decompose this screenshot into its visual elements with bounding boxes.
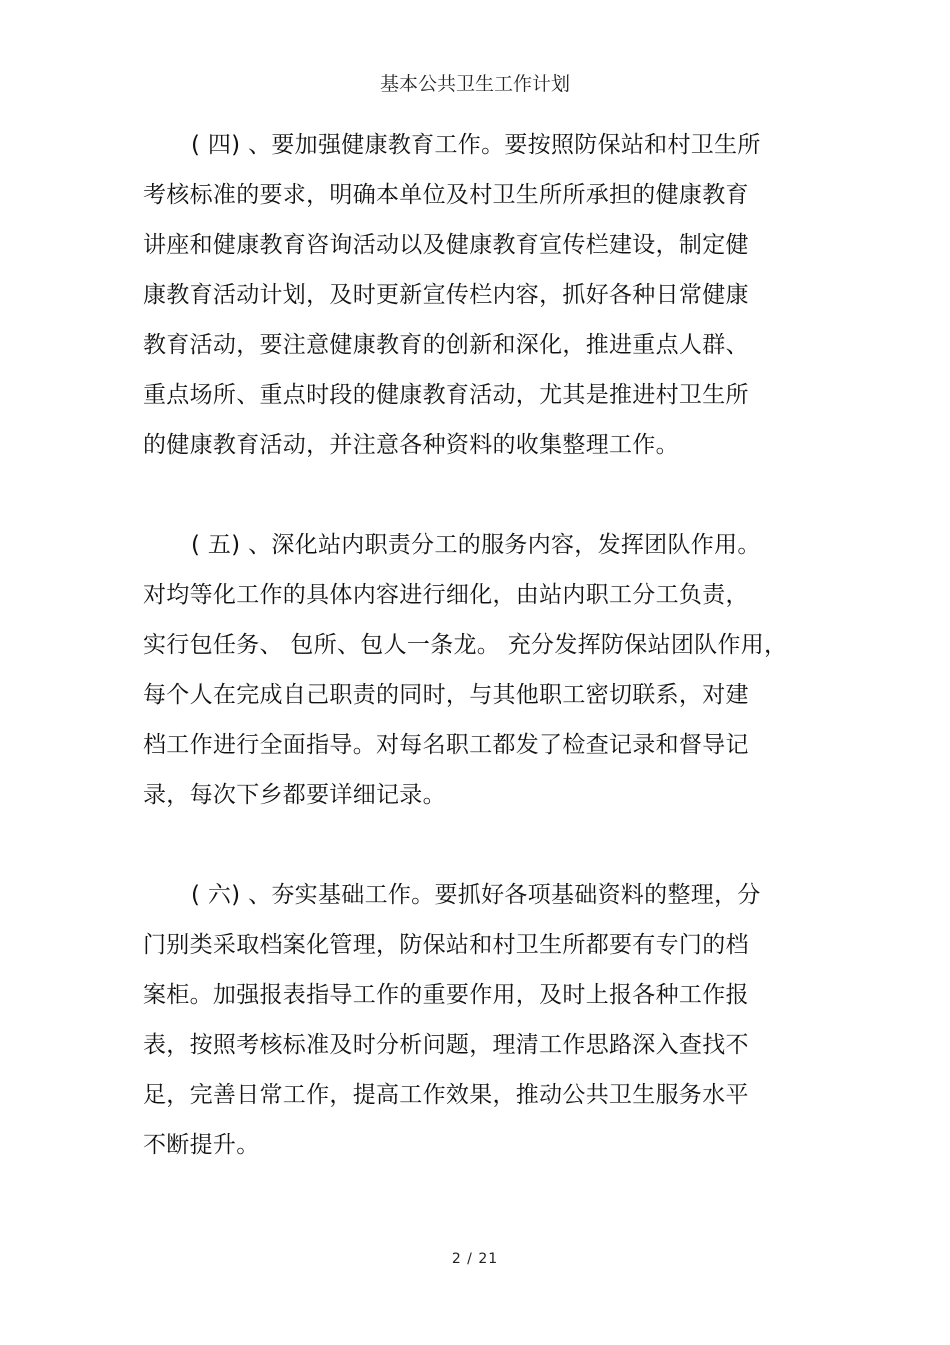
paragraph-line: ( 四) 、要加强健康教育工作。要按照防保站和村卫生所 — [191, 132, 761, 158]
paragraph-line: ( 六) 、夯实基础工作。要抓好各项基础资料的整理，分 — [191, 882, 761, 908]
paragraph-section-6 — [143, 870, 783, 1170]
page-number: 2 / 21 — [451, 1251, 499, 1267]
paragraph-line: 康教育活动计划，及时更新宣传栏内容，抓好各种日常健康 — [143, 282, 749, 308]
paragraph-line: ( 五) 、深化站内职责分工的服务内容，发挥团队作用。 — [191, 532, 761, 558]
paragraph-line: 讲座和健康教育咨询活动以及健康教育宣传栏建设，制定健 — [143, 232, 749, 258]
paragraph-line: 的健康教育活动，并注意各种资料的收集整理工作。 — [143, 432, 679, 458]
paragraph-line: 表，按照考核标准及时分析问题，理清工作思路深入查找不 — [143, 1032, 749, 1058]
paragraph-line: 重点场所、重点时段的健康教育活动，尤其是推进村卫生所 — [143, 382, 749, 408]
paragraph-line: 录，每次下乡都要详细记录。 — [143, 782, 446, 808]
paragraph-line: 考核标准的要求，明确本单位及村卫生所所承担的健康教育 — [143, 182, 749, 208]
paragraph-line: 不断提升。 — [143, 1132, 260, 1158]
paragraph-line: 实行包任务、 包所、包人一条龙。 充分发挥防保站团队作用， — [143, 632, 788, 658]
paragraph-line: 门别类采取档案化管理，防保站和村卫生所都要有专门的档 — [143, 932, 749, 958]
document-body — [143, 120, 788, 1170]
paragraph-section-5 — [143, 520, 788, 820]
paragraph-line: 对均等化工作的具体内容进行细化，由站内职工分工负责， — [143, 582, 749, 608]
page-header-title: 基本公共卫生工作计划 — [379, 73, 570, 95]
paragraph-spacer — [143, 470, 783, 520]
paragraph-line: 教育活动，要注意健康教育的创新和深化，推进重点人群、 — [143, 332, 749, 358]
paragraph-section-4 — [143, 120, 783, 470]
paragraph-line: 案柜。加强报表指导工作的重要作用，及时上报各种工作报 — [143, 982, 749, 1008]
paragraph-line: 每个人在完成自己职责的同时，与其他职工密切联系，对建 — [143, 682, 749, 708]
paragraph-spacer — [143, 820, 783, 870]
paragraph-line: 档工作进行全面指导。对每名职工都发了检查记录和督导记 — [143, 732, 749, 758]
paragraph-line: 足，完善日常工作，提高工作效果，推动公共卫生服务水平 — [143, 1082, 749, 1108]
